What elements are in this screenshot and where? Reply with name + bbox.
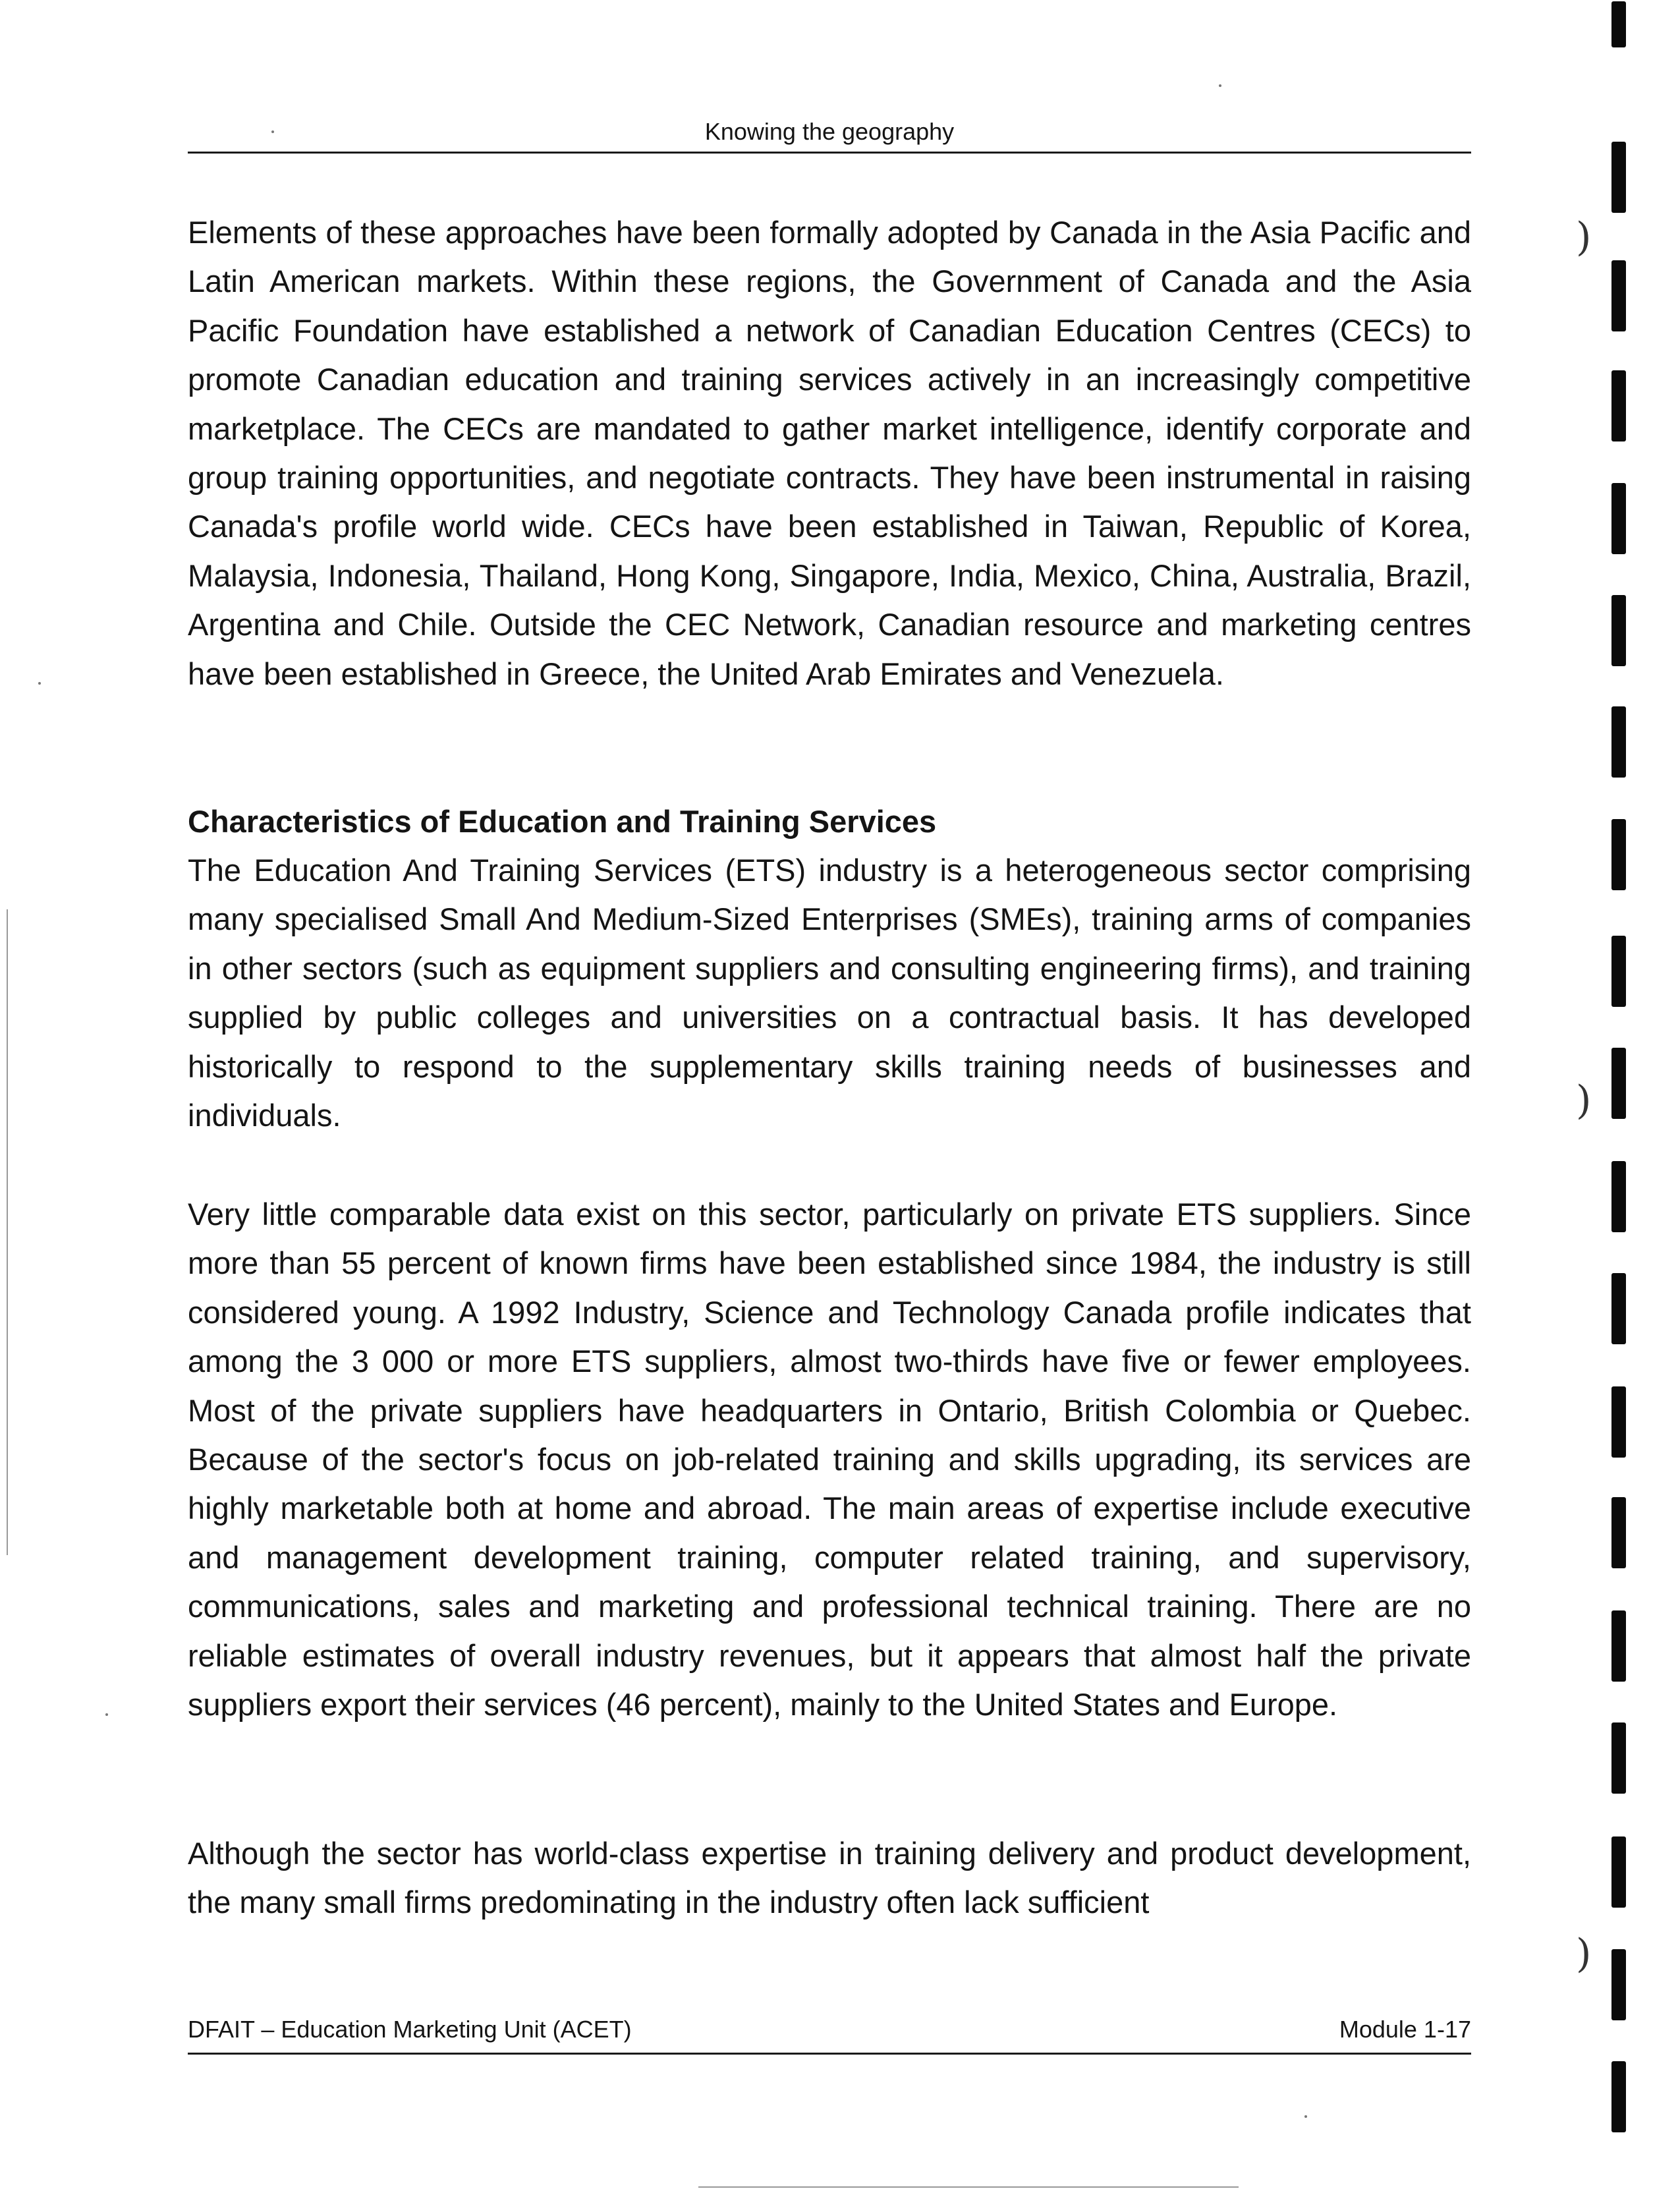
scan-artifact-bracket: ) [1576, 214, 1592, 260]
scan-speck [1304, 2115, 1307, 2118]
binding-mark [1611, 1497, 1626, 1568]
binding-mark [1611, 1048, 1626, 1119]
binding-mark [1611, 2061, 1626, 2132]
binding-mark [1611, 819, 1626, 890]
section-heading: Characteristics of Education and Training Services [188, 804, 937, 839]
scan-artifact-bracket: ) [1576, 1077, 1592, 1124]
paragraph-world-class-expertise: Although the sector has world-class expertise in training delivery and product development, the many small firms predominating in the industry often lack sufficient [188, 1836, 1471, 1920]
paragraph-sector-data: Very little comparable data exist on this sector, particularly on private ETS suppliers. Since more than 55 percent of known firms have been established since 1984, the industry is still considered young. A 1992 Industry, Science and Technology Canada profile indicates that among the 3 000 or more ETS suppliers, almost two-thirds have five or fewer employees. Most of the private suppliers have headquarters in Ontario, British Colombia or Quebec. Because of the sector's focus on job-related training and skills upgrading, its services are highly marketable both at home and abroad. The main areas of expertise include executive and management development training, computer related training, and supervisory, communications, sales and marketing and professional technical training. There are no reliable estimates of overall industry revenues, but it appears that almost half the private suppliers export their services (46 percent), mainly to the United States and Europe. [188, 1197, 1471, 1722]
binding-mark [1611, 936, 1626, 1007]
binding-mark [1611, 1836, 1626, 1908]
footer-rule [188, 2053, 1471, 2055]
binding-mark [1611, 1722, 1626, 1794]
binding-mark [1611, 1386, 1626, 1458]
binding-mark [1611, 370, 1626, 441]
binding-mark [1611, 1273, 1626, 1344]
paragraph-ets-industry: The Education And Training Services (ETS) industry is a heterogeneous sector comprising many specialised Small And Medium-Sized Enterprises (SMEs), training arms of companies in other sectors (such as equipment suppliers and consulting engineering firms), and training supplied by public colleges and universities on a contractual basis. It has developed historically to respond to the supplementary skills training needs of businesses and individuals. [188, 853, 1471, 1133]
scan-speck [1219, 84, 1221, 87]
paragraph-cec-network: Elements of these approaches have been formally adopted by Canada in the Asia Pacific and Latin American markets. Within these regions, the Government of Canada and the Asia Pacific Foundation have established a network of Canadian Education Centres (CECs) to promote Canadian education and training services actively in an increasingly competitive marketplace. The CECs are mandated to gather market intelligence, identify corporate and group training opportunities, and negotiate contracts. They have been instrumental in raising Canada's profile world wide. CECs have been established in Taiwan, Republic of Korea, Malaysia, Indonesia, Thailand, Hong Kong, Singapore, India, Mexico, China, Australia, Brazil, Argentina and Chile. Outside the CEC Network, Canadian resource and marketing centres have been established in Greece, the United Arab Emirates and Venezuela. [188, 215, 1471, 691]
scan-edge-line [698, 2186, 1239, 2188]
binding-mark [1611, 483, 1626, 554]
binding-mark [1611, 142, 1626, 213]
running-header: Knowing the geography [704, 118, 955, 145]
binding-mark [1611, 1161, 1626, 1232]
binding-mark [1611, 1, 1626, 47]
scan-edge-line [7, 909, 8, 1555]
scan-speck [38, 682, 41, 685]
scan-speck [271, 130, 274, 133]
scan-artifact-bracket: ) [1576, 1931, 1592, 1977]
binding-mark [1611, 1949, 1626, 2020]
footer-page-number: Module 1-17 [1339, 2016, 1471, 2043]
scan-speck [105, 1713, 108, 1716]
header-rule [188, 152, 1471, 154]
binding-mark [1611, 706, 1626, 778]
binding-mark [1611, 1610, 1626, 1682]
binding-mark [1611, 595, 1626, 666]
binding-mark [1611, 260, 1626, 331]
footer-publisher: DFAIT – Education Marketing Unit (ACET) [188, 2016, 632, 2043]
